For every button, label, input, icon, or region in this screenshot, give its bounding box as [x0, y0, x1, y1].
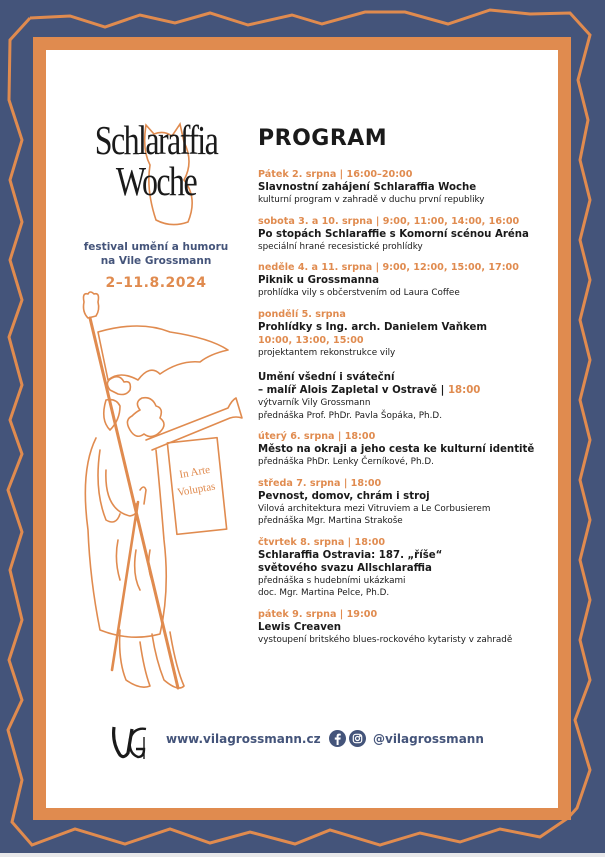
trumpet — [146, 398, 242, 450]
flag — [98, 326, 228, 380]
event-times: 10:00, 13:00, 15:00 — [258, 334, 364, 346]
event-when: sobota 3. a 10. srpna | 9:00, 11:00, 14:00, 16:00 — [258, 215, 520, 227]
event-when: neděle 4. a 11. srpna | 9:00, 12:00, 15:00, 17:00 — [258, 262, 519, 273]
event-desc: doc. Mgr. Martina Pelce, Ph.D. — [258, 588, 390, 598]
poster-sheet — [46, 50, 558, 808]
event-desc: speciální hrané recesistické prohlídky — [258, 241, 423, 252]
event-desc: vystoupení britského blues-rockového kytaristy v zahradě — [258, 634, 513, 645]
event-item — [258, 608, 558, 647]
event-title-text: – malíř Alois Zapletal v Ostravě | — [258, 385, 448, 396]
event-when: čtvrtek 8. srpna | 18:00 — [258, 536, 386, 548]
event-item — [258, 430, 558, 469]
festival-dates: 2–11.8.2024 — [105, 275, 207, 291]
event-desc: kulturní program v zahradě v duchu první republiky — [258, 195, 485, 205]
event-when: pátek 9. srpna | 19:00 — [258, 608, 378, 620]
event-desc: přednáška PhDr. Lenky Černíkové, Ph.D. — [258, 457, 434, 467]
event-title-line-1: Umění všední i sváteční — [258, 372, 395, 383]
festival-tagline — [56, 240, 256, 268]
event-title-line-1: Schlaraffia Ostravia: 187. „říše“ — [258, 549, 443, 561]
tagline-line-2: na Vile Grossmann — [100, 255, 212, 267]
flag-pole — [90, 318, 178, 688]
banner-text-2: Voluptas — [176, 480, 217, 499]
event-title: Po stopách Schlaraffie s Komorní scénou Aréna — [258, 228, 529, 240]
event-item — [258, 477, 558, 528]
event-title: Slavnostní zahájení Schlaraffia Woche — [258, 182, 477, 193]
event-item — [258, 308, 558, 360]
event-when: středa 7. srpna | 18:00 — [258, 477, 382, 489]
program-list — [258, 168, 558, 654]
facebook-icon[interactable] — [329, 730, 346, 747]
event-title: Lewis Creaven — [258, 621, 342, 633]
event-item — [258, 215, 558, 254]
event-title: Piknik u Grossmanna — [258, 275, 379, 286]
event-title: Pevnost, domov, chrám i stroj — [258, 490, 430, 502]
event-desc: výtvarník Vily Grossmann — [258, 398, 371, 408]
event-title-line-2 — [258, 384, 558, 397]
event-desc: přednáška Mgr. Martina Strakoše — [258, 516, 403, 526]
logo-word-woche: Woche — [115, 158, 197, 204]
program-title: PROGRAM — [258, 126, 388, 151]
event-item — [258, 371, 558, 422]
event-when: pondělí 5. srpna — [258, 308, 346, 320]
event-desc: Vilová architektura mezi Vitruviem a Le Corbusierem — [258, 503, 491, 514]
event-title-line-2: světového svazu Allschlaraffia — [258, 562, 432, 574]
vila-grossmann-monogram-icon — [110, 723, 150, 763]
event-desc: přednáška s hudebními ukázkami — [258, 575, 406, 586]
herald-illustration — [60, 290, 250, 700]
event-desc: prohlídka vily s občerstvením od Laura Coffee — [258, 288, 460, 298]
festival-logo — [76, 117, 236, 204]
instagram-icon[interactable] — [349, 730, 366, 747]
event-item — [258, 261, 558, 300]
banner-text-1: In Arte — [178, 463, 211, 481]
social-handle-link[interactable]: @vilagrossmann — [373, 732, 484, 746]
tagline-line-1: festival umění a humoru — [83, 241, 229, 253]
event-when: Pátek 2. srpna | 16:00–20:00 — [258, 169, 413, 180]
logo-word-schlaraffia: Schlaraffia — [94, 117, 218, 163]
event-item — [258, 536, 558, 600]
website-link[interactable]: www.vilagrossmann.cz — [166, 732, 321, 746]
footer — [46, 715, 558, 765]
event-desc: projektantem rekonstrukce vily — [258, 347, 396, 358]
event-when: úterý 6. srpna | 18:00 — [258, 431, 376, 442]
event-title: Prohlídky s Ing. arch. Danielem Vaňkem — [258, 321, 487, 333]
event-item — [258, 168, 558, 207]
event-title: Město na okraji a jeho cesta ke kulturní identitě — [258, 444, 535, 455]
event-desc: přednáška Prof. PhDr. Pavla Šopáka, Ph.D. — [258, 410, 442, 421]
event-time: 18:00 — [447, 385, 481, 396]
